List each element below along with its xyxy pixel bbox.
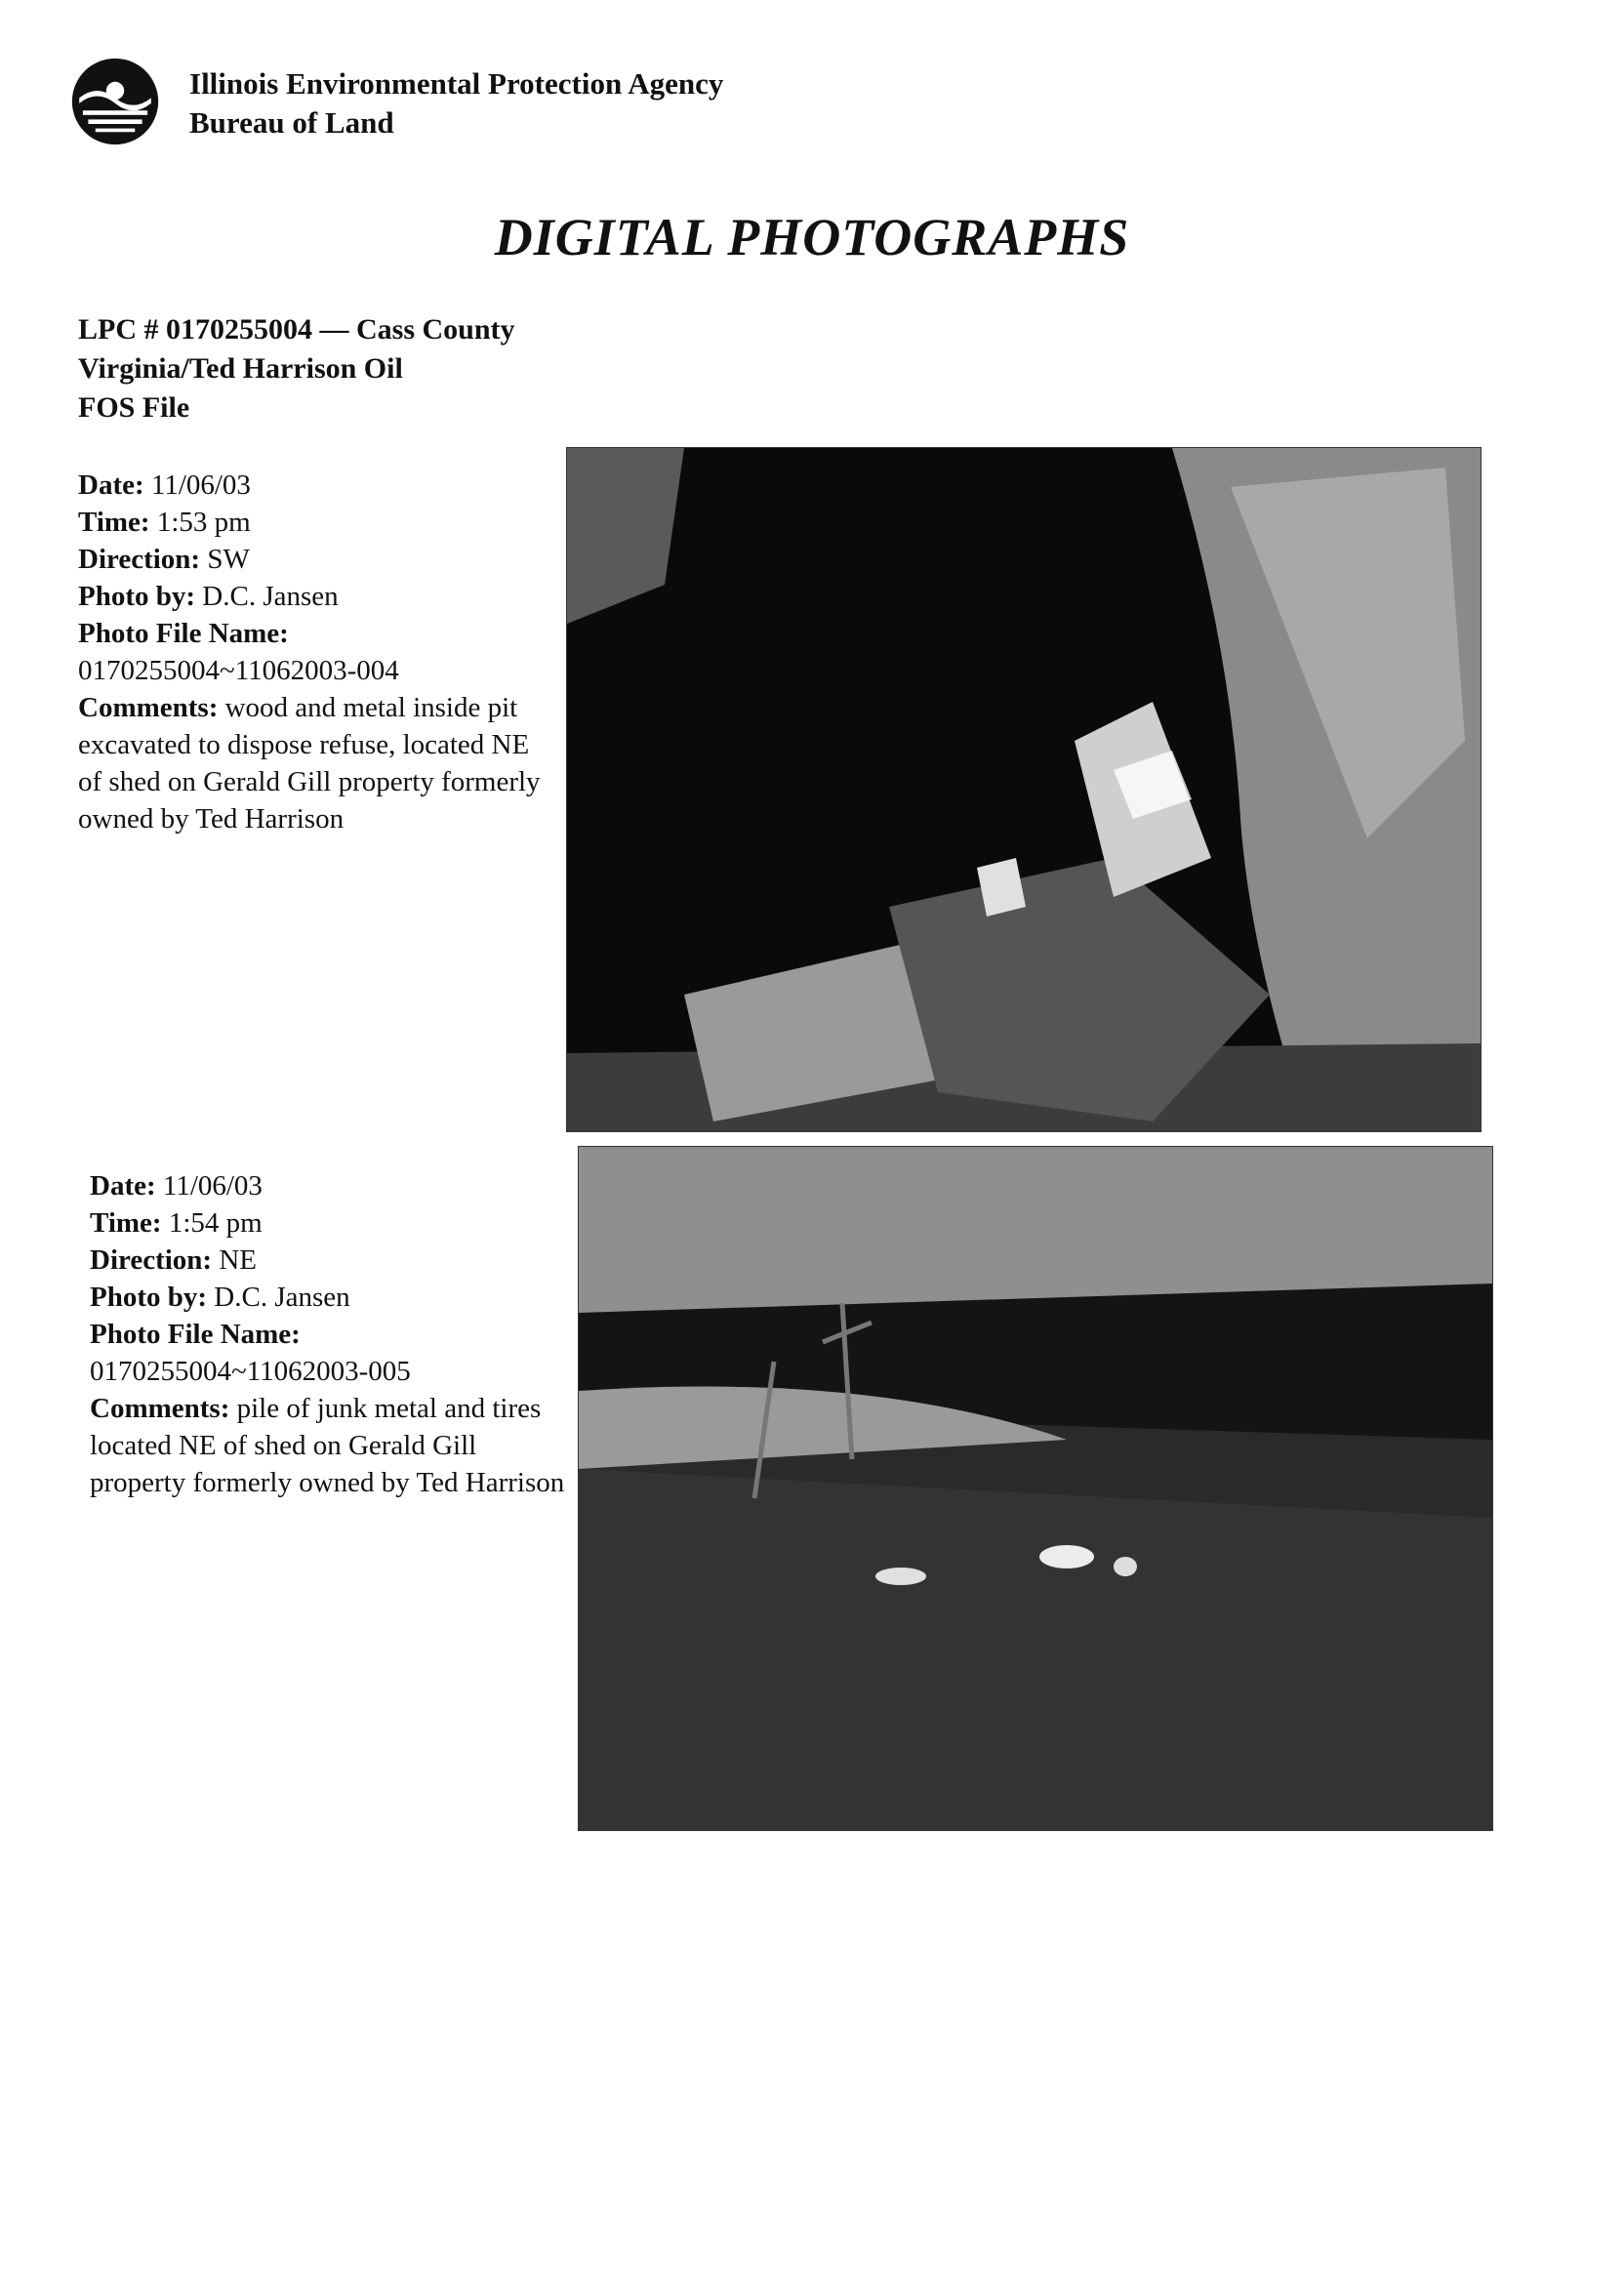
photo-record-2 [90, 1167, 568, 1501]
file-name-value: 0170255004~11062003-005 [90, 1356, 411, 1387]
photo-by-label: Photo by: [90, 1282, 208, 1313]
site-photo-junk-pile [578, 1146, 1493, 1831]
direction-value: NE [219, 1244, 258, 1276]
page-title: DIGITAL PHOTOGRAPHS [494, 208, 1130, 266]
comments-label: Comments: [78, 692, 219, 723]
file-name-label: Photo File Name: [78, 618, 289, 649]
photo-by-value: D.C. Jansen [214, 1282, 350, 1313]
date-value: 11/06/03 [150, 469, 251, 501]
time-value: 1:53 pm [156, 507, 251, 538]
time-value: 1:54 pm [168, 1207, 263, 1239]
direction-label: Direction: [78, 544, 201, 575]
comments-value: wood and metal inside pit excavated to dispose refuse, located NE of shed on Gerald Gill property formerly owned by Ted Harrison [78, 692, 541, 835]
comments-label: Comments: [90, 1393, 230, 1424]
time-label: Time: [90, 1207, 162, 1239]
photo-by-label: Photo by: [78, 581, 196, 612]
iepa-logo-icon [70, 57, 160, 146]
date-label: Date: [78, 469, 144, 501]
bureau-name: Bureau of Land [189, 105, 394, 140]
date-value: 11/06/03 [162, 1170, 263, 1202]
direction-value: SW [207, 544, 250, 575]
agency-header [189, 64, 723, 143]
agency-name: Illinois Environmental Protection Agency [189, 66, 724, 101]
site-lpc-line: LPC # 0170255004 — Cass County [78, 313, 515, 346]
direction-label: Direction: [90, 1244, 213, 1276]
date-label: Date: [90, 1170, 156, 1202]
photo-by-value: D.C. Jansen [202, 581, 339, 612]
site-photo-pit [566, 447, 1482, 1132]
time-label: Time: [78, 507, 150, 538]
file-type-line: FOS File [78, 391, 190, 424]
site-name-line: Virginia/Ted Harrison Oil [78, 352, 403, 385]
file-name-value: 0170255004~11062003-004 [78, 655, 399, 686]
photo-record-1 [78, 467, 556, 837]
site-info [78, 310, 515, 428]
file-name-label: Photo File Name: [90, 1319, 301, 1350]
comments-value: pile of junk metal and tires located NE of shed on Gerald Gill property formerly owned by Ted Harrison [90, 1393, 565, 1498]
